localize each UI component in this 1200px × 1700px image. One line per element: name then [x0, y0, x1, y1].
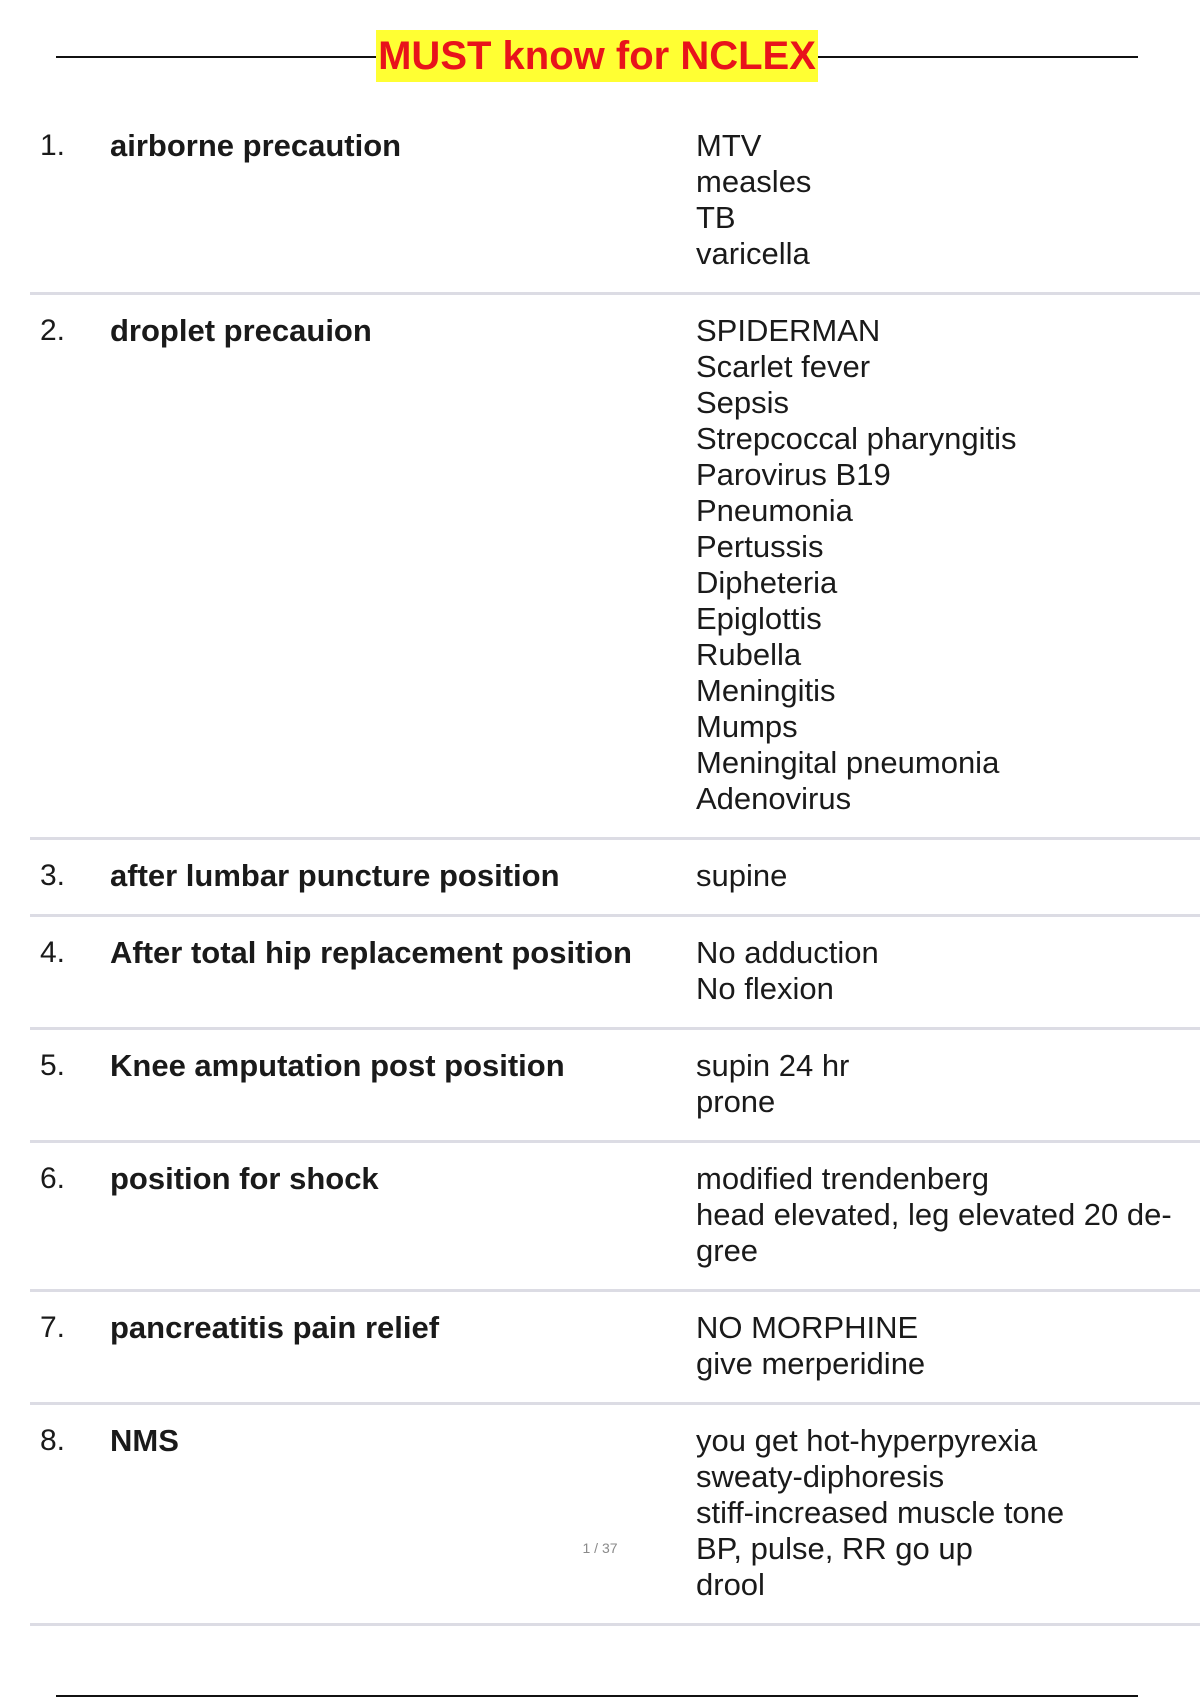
definition-line: Dipheteria	[696, 565, 838, 600]
definition-line: NO MORPHINE	[696, 1310, 919, 1345]
card-number: 5.	[40, 1049, 66, 1082]
definition-line: supine	[696, 858, 788, 893]
card-term: droplet precauion	[110, 313, 372, 348]
card-row	[30, 1030, 1200, 1143]
definition-line: Meningitis	[696, 673, 836, 708]
card-term: after lumbar puncture position	[110, 858, 560, 893]
card-definition	[696, 1161, 1200, 1269]
definition-line: gree	[696, 1233, 759, 1268]
card-row	[30, 295, 1200, 840]
card-row	[30, 917, 1200, 1030]
card-term: Knee amputation post position	[110, 1048, 565, 1083]
card-number: 1.	[40, 129, 66, 162]
card-definition	[696, 935, 1200, 1007]
definition-line: Scarlet fever	[696, 349, 871, 384]
card-row	[30, 1405, 1200, 1626]
page-header	[56, 30, 1138, 84]
flashcard-list	[30, 110, 1200, 1626]
card-term: position for shock	[110, 1161, 379, 1196]
definition-line: No flexion	[696, 971, 834, 1006]
card-row	[30, 1143, 1200, 1292]
definition-line: supin 24 hr	[696, 1048, 850, 1083]
card-definition	[696, 1423, 1200, 1603]
card-row	[30, 840, 1200, 917]
definition-line: prone	[696, 1084, 776, 1119]
definition-line: Strepcoccal pharyngitis	[696, 421, 1017, 456]
card-number: 6.	[40, 1162, 66, 1195]
definition-line: sweaty-diphoresis	[696, 1459, 945, 1494]
definition-line: Epiglottis	[696, 601, 822, 636]
definition-line: Meningital pneumonia	[696, 745, 1000, 780]
definition-line: stiff-increased muscle tone	[696, 1495, 1065, 1530]
definition-line: you get hot-hyperpyrexia	[696, 1423, 1038, 1458]
card-definition	[696, 128, 1200, 272]
definition-line: head elevated, leg elevated 20 de-	[696, 1197, 1172, 1232]
definition-line: SPIDERMAN	[696, 313, 881, 348]
card-definition	[696, 313, 1200, 817]
card-row	[30, 1292, 1200, 1405]
card-term: airborne precaution	[110, 128, 402, 163]
definition-line: modified trendenberg	[696, 1161, 989, 1196]
definition-line: drool	[696, 1567, 765, 1602]
card-number: 2.	[40, 314, 66, 347]
card-definition	[696, 1310, 1200, 1382]
definition-line: measles	[696, 164, 812, 199]
card-definition	[696, 858, 1200, 894]
definition-line: TB	[696, 200, 736, 235]
card-number: 3.	[40, 859, 66, 892]
card-row	[30, 110, 1200, 295]
card-number: 4.	[40, 936, 66, 969]
page-indicator: 1 / 37	[582, 1540, 618, 1556]
card-term: After total hip replacement position	[110, 935, 632, 970]
card-definition	[696, 1048, 1200, 1120]
definition-line: BP, pulse, RR go up	[696, 1531, 973, 1566]
definition-line: Sepsis	[696, 385, 790, 420]
card-number: 7.	[40, 1311, 66, 1344]
definition-line: Pneumonia	[696, 493, 853, 528]
page-title: MUST know for NCLEX	[376, 30, 818, 82]
definition-line: Parovirus B19	[696, 457, 891, 492]
definition-line: Pertussis	[696, 529, 824, 564]
definition-line: give merperidine	[696, 1346, 926, 1381]
definition-line: Mumps	[696, 709, 798, 744]
definition-line: No adduction	[696, 935, 879, 970]
card-term: pancreatitis pain relief	[110, 1310, 440, 1345]
definition-line: Adenovirus	[696, 781, 852, 816]
footer-rule	[56, 1695, 1138, 1697]
definition-line: varicella	[696, 236, 810, 271]
card-number: 8.	[40, 1424, 66, 1457]
card-term: NMS	[110, 1423, 179, 1458]
definition-line: Rubella	[696, 637, 802, 672]
definition-line: MTV	[696, 128, 762, 163]
